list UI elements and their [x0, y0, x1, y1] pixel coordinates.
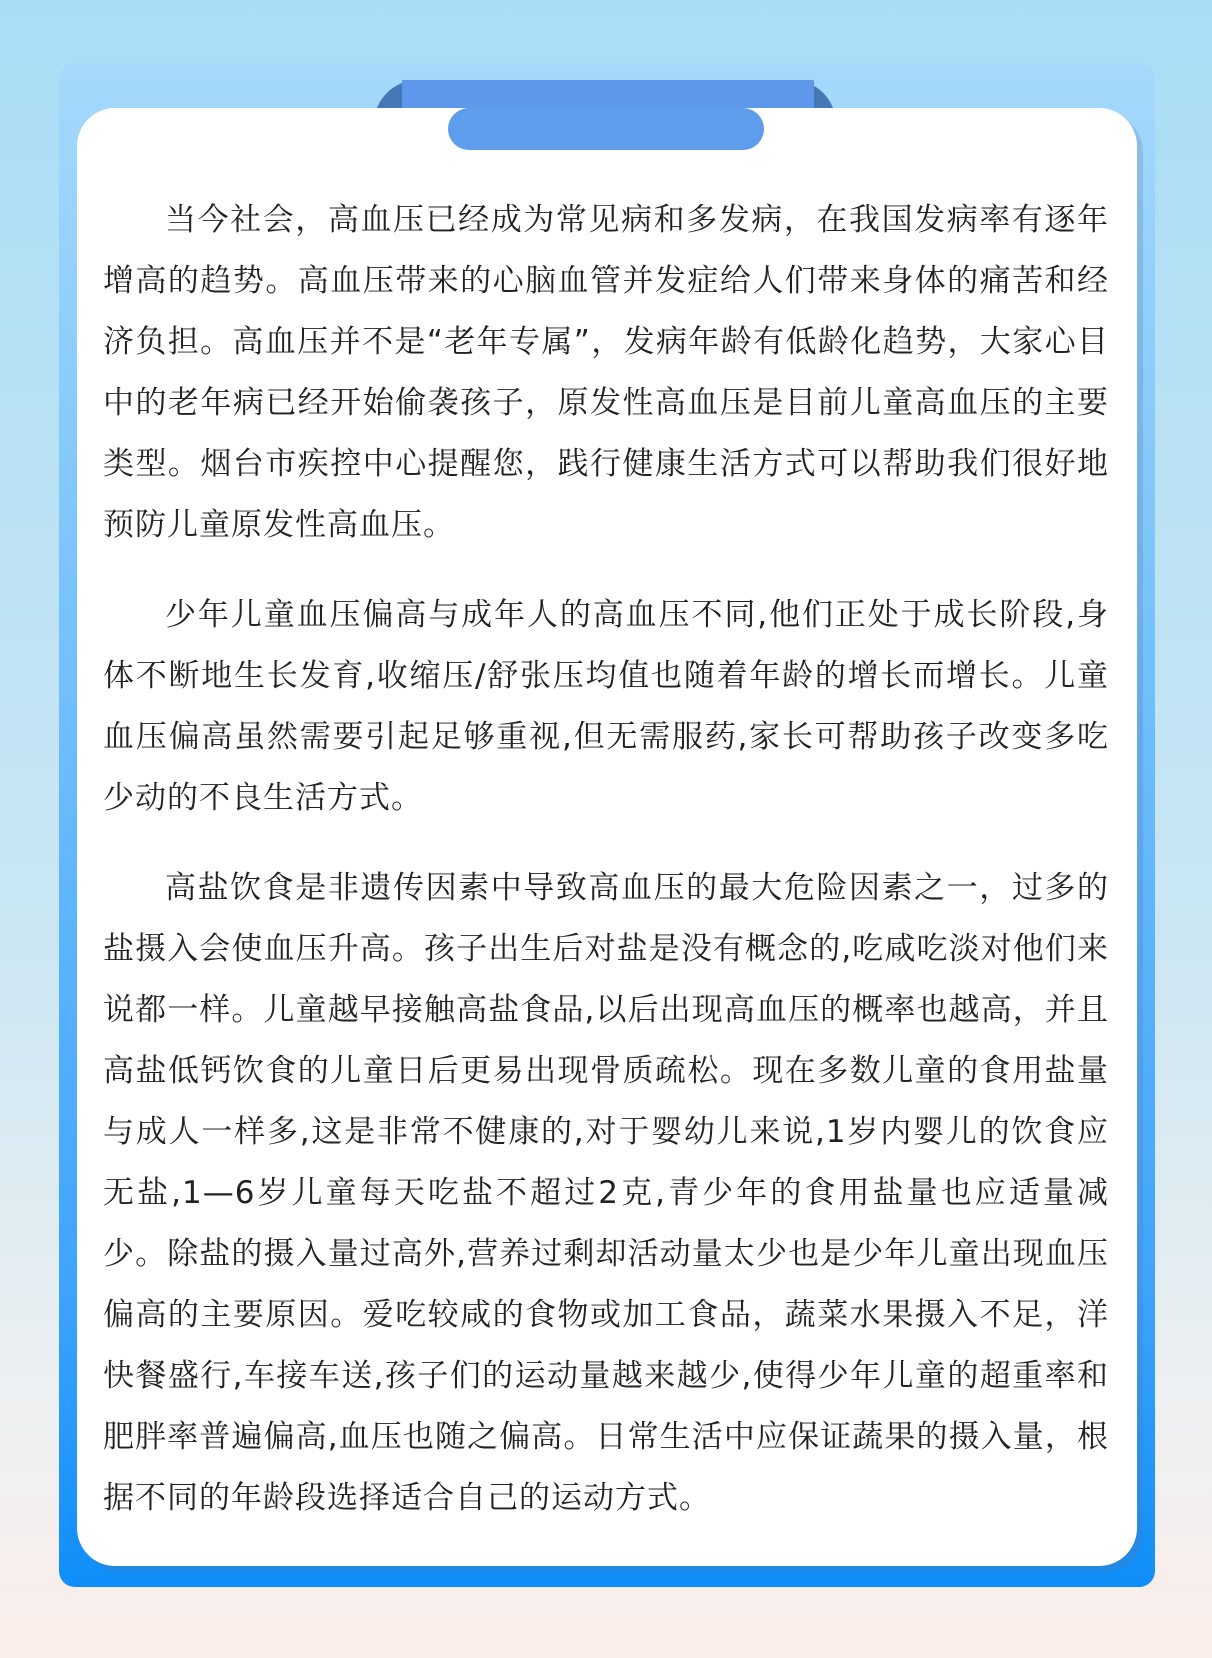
paragraph-children-bp: 少年儿童血压偏高与成年人的高血压不同,他们正处于成长阶段,身体不断地生长发育,收缩压/舒张压均值也随着年龄的增长而增长。儿童血压偏高虽然需要引起足够重视,但无需服药,家长可帮助孩子改变多吃少动的不良生活方式。 [103, 597, 1109, 816]
paragraph-intro: 当今社会，高血压已经成为常见病和多发病，在我国发病率有逐年增高的趋势。高血压带来的心脑血管并发症给人们带来身体的痛苦和经济负担。高血压并不是“老年专属”，发病年龄有低龄化趋势，大家心目中的老年病已经开始偷袭孩子，原发性高血压是目前儿童高血压的主要类型。烟台市疾控中心提醒您，践行健康生活方式可以帮助我们很好地预防儿童原发性高血压。 [103, 202, 1109, 543]
article-body [103, 190, 1109, 1558]
clip-pill [448, 108, 764, 150]
paragraph-salt-diet: 高盐饮食是非遗传因素中导致高血压的最大危险因素之一，过多的盐摄入会使血压升高。孩子出生后对盐是没有概念的,吃咸吃淡对他们来说都一样。儿童越早接触高盐食品,以后出现高血压的概率也越高，并且高盐低钙饮食的儿童日后更易出现骨质疏松。现在多数儿童的食用盐量与成人一样多,这是非常不健康的,对于婴幼儿来说,1岁内婴儿的饮食应无盐,1—6岁儿童每天吃盐不超过2克,青少年的食用盐量也应适量减少。除盐的摄入量过高外,营养过剩却活动量太少也是少年儿童出现血压偏高的主要原因。爱吃较咸的食物或加工食品，蔬菜水果摄入不足，洋快餐盛行,车接车送,孩子们的运动量越来越少,使得少年儿童的超重率和肥胖率普遍偏高,血压也随之偏高。日常生活中应保证蔬果的摄入量，根据不同的年龄段选择适合自己的运动方式。 [103, 870, 1109, 1516]
